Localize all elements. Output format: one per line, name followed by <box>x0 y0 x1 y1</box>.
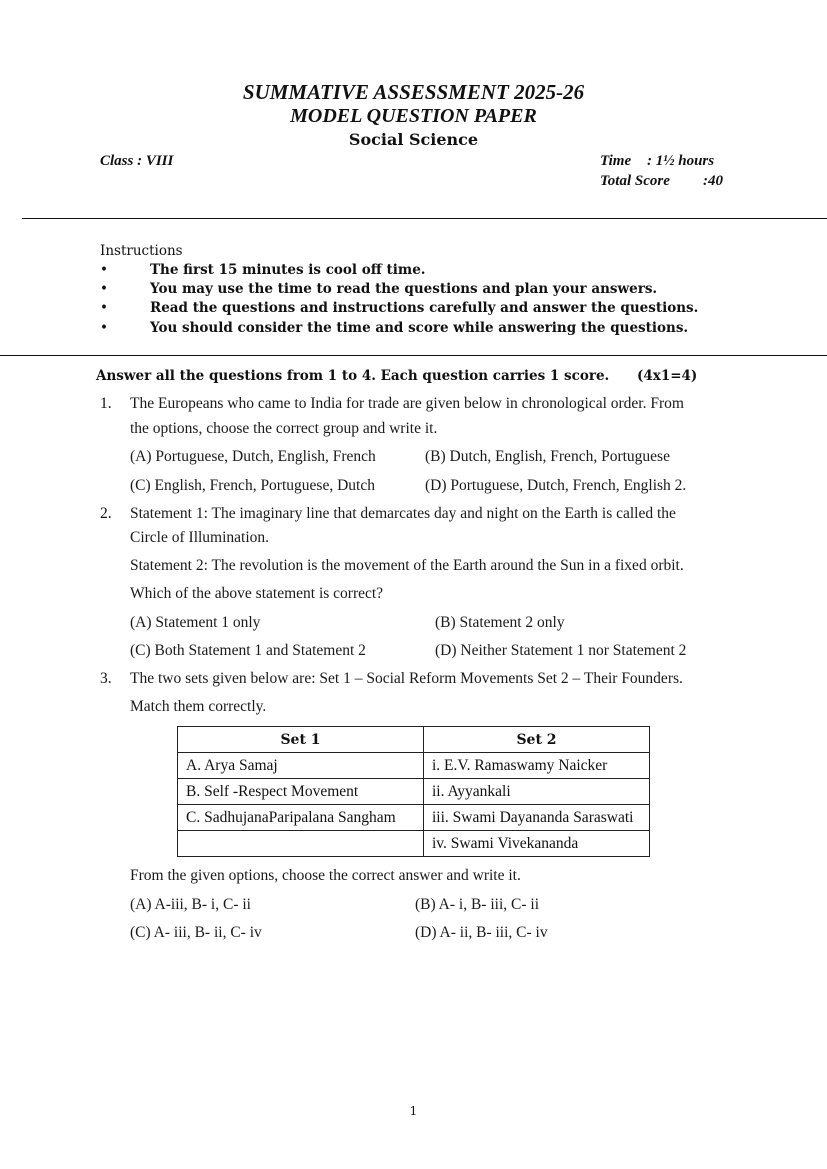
table-cell: A. Arya Samaj <box>178 753 424 779</box>
time-label: Time <box>600 153 632 169</box>
option-a: (A) Statement 1 only <box>130 614 261 631</box>
option-c: (C) A- iii, B- ii, C- iv <box>130 924 262 941</box>
table-header: Set 1 <box>178 727 424 753</box>
table-row <box>178 753 650 779</box>
instruction-item: Read the questions and instructions carefully and answer the questions. <box>150 300 699 316</box>
table-cell: iii. Swami Dayananda Saraswati <box>424 805 650 831</box>
question-number: 3. <box>100 670 112 687</box>
paper-title: SUMMATIVE ASSESSMENT 2025-26 <box>242 80 585 104</box>
question-text: Statement 2: The revolution is the movement of the Earth around the Sun in a fixed orbit. <box>130 557 684 574</box>
class-label: Class : VIII <box>100 153 174 169</box>
option-c: (C) English, French, Portuguese, Dutch <box>130 477 375 494</box>
time-value: : 1½ hours <box>647 153 715 169</box>
section-marks: (4x1=4) <box>637 368 698 384</box>
table-row <box>178 831 650 857</box>
table-cell: iv. Swami Vivekananda <box>424 831 650 857</box>
question-text: The Europeans who came to India for trade are given below in chronological order. From <box>130 395 684 412</box>
score-value: :40 <box>703 173 723 189</box>
question-text: From the given options, choose the correct answer and write it. <box>130 867 521 884</box>
section-heading: Answer all the questions from 1 to 4. Each question carries 1 score. <box>96 368 610 384</box>
bullet-icon: • <box>100 320 108 336</box>
table-row <box>178 805 650 831</box>
option-a: (A) Portuguese, Dutch, English, French <box>130 448 376 465</box>
table-cell: i. E.V. Ramaswamy Naicker <box>424 753 650 779</box>
bullet-icon: • <box>100 300 108 316</box>
question-text: The two sets given below are: Set 1 – Social Reform Movements Set 2 – Their Founders. <box>130 670 683 687</box>
instruction-item: You may use the time to read the questions and plan your answers. <box>150 281 658 297</box>
instruction-item: The first 15 minutes is cool off time. <box>150 262 426 278</box>
table-cell: ii. Ayyankali <box>424 779 650 805</box>
question-number: 2. <box>100 505 112 522</box>
question-text: Circle of Illumination. <box>130 529 270 546</box>
score-label: Total Score <box>600 173 670 189</box>
option-a: (A) A-iii, B- i, C- ii <box>130 896 251 913</box>
paper-subtitle: MODEL QUESTION PAPER <box>290 105 537 127</box>
question-text: Match them correctly. <box>130 698 267 715</box>
bullet-icon: • <box>100 262 108 278</box>
option-b: (B) Statement 2 only <box>435 614 565 631</box>
table-cell: B. Self -Respect Movement <box>178 779 424 805</box>
subject-title: Social Science <box>348 130 479 149</box>
table-cell: C. SadhujanaParipalana Sangham <box>178 805 424 831</box>
option-d: (D) Portuguese, Dutch, French, English 2. <box>425 477 687 494</box>
option-b: (B) A- i, B- iii, C- ii <box>415 896 539 913</box>
option-b: (B) Dutch, English, French, Portuguese <box>425 448 670 465</box>
instructions-divider <box>0 355 827 356</box>
header-divider <box>22 218 827 219</box>
bullet-icon: • <box>100 281 108 297</box>
question-text: the options, choose the correct group and write it. <box>130 420 438 437</box>
page-number: 1 <box>409 1104 418 1118</box>
question-number: 1. <box>100 395 112 412</box>
table-row <box>178 779 650 805</box>
match-table <box>177 726 650 857</box>
question-text: Which of the above statement is correct? <box>130 585 384 602</box>
table-cell <box>178 831 424 857</box>
table-header: Set 2 <box>424 727 650 753</box>
question-text: Statement 1: The imaginary line that demarcates day and night on the Earth is called the <box>130 505 676 522</box>
table-header-row <box>178 727 650 753</box>
instructions-heading: Instructions <box>100 243 183 259</box>
option-d: (D) A- ii, B- iii, C- iv <box>415 924 548 941</box>
option-c: (C) Both Statement 1 and Statement 2 <box>130 642 366 659</box>
option-d: (D) Neither Statement 1 nor Statement 2 <box>435 642 687 659</box>
instruction-item: You should consider the time and score while answering the questions. <box>150 320 689 336</box>
